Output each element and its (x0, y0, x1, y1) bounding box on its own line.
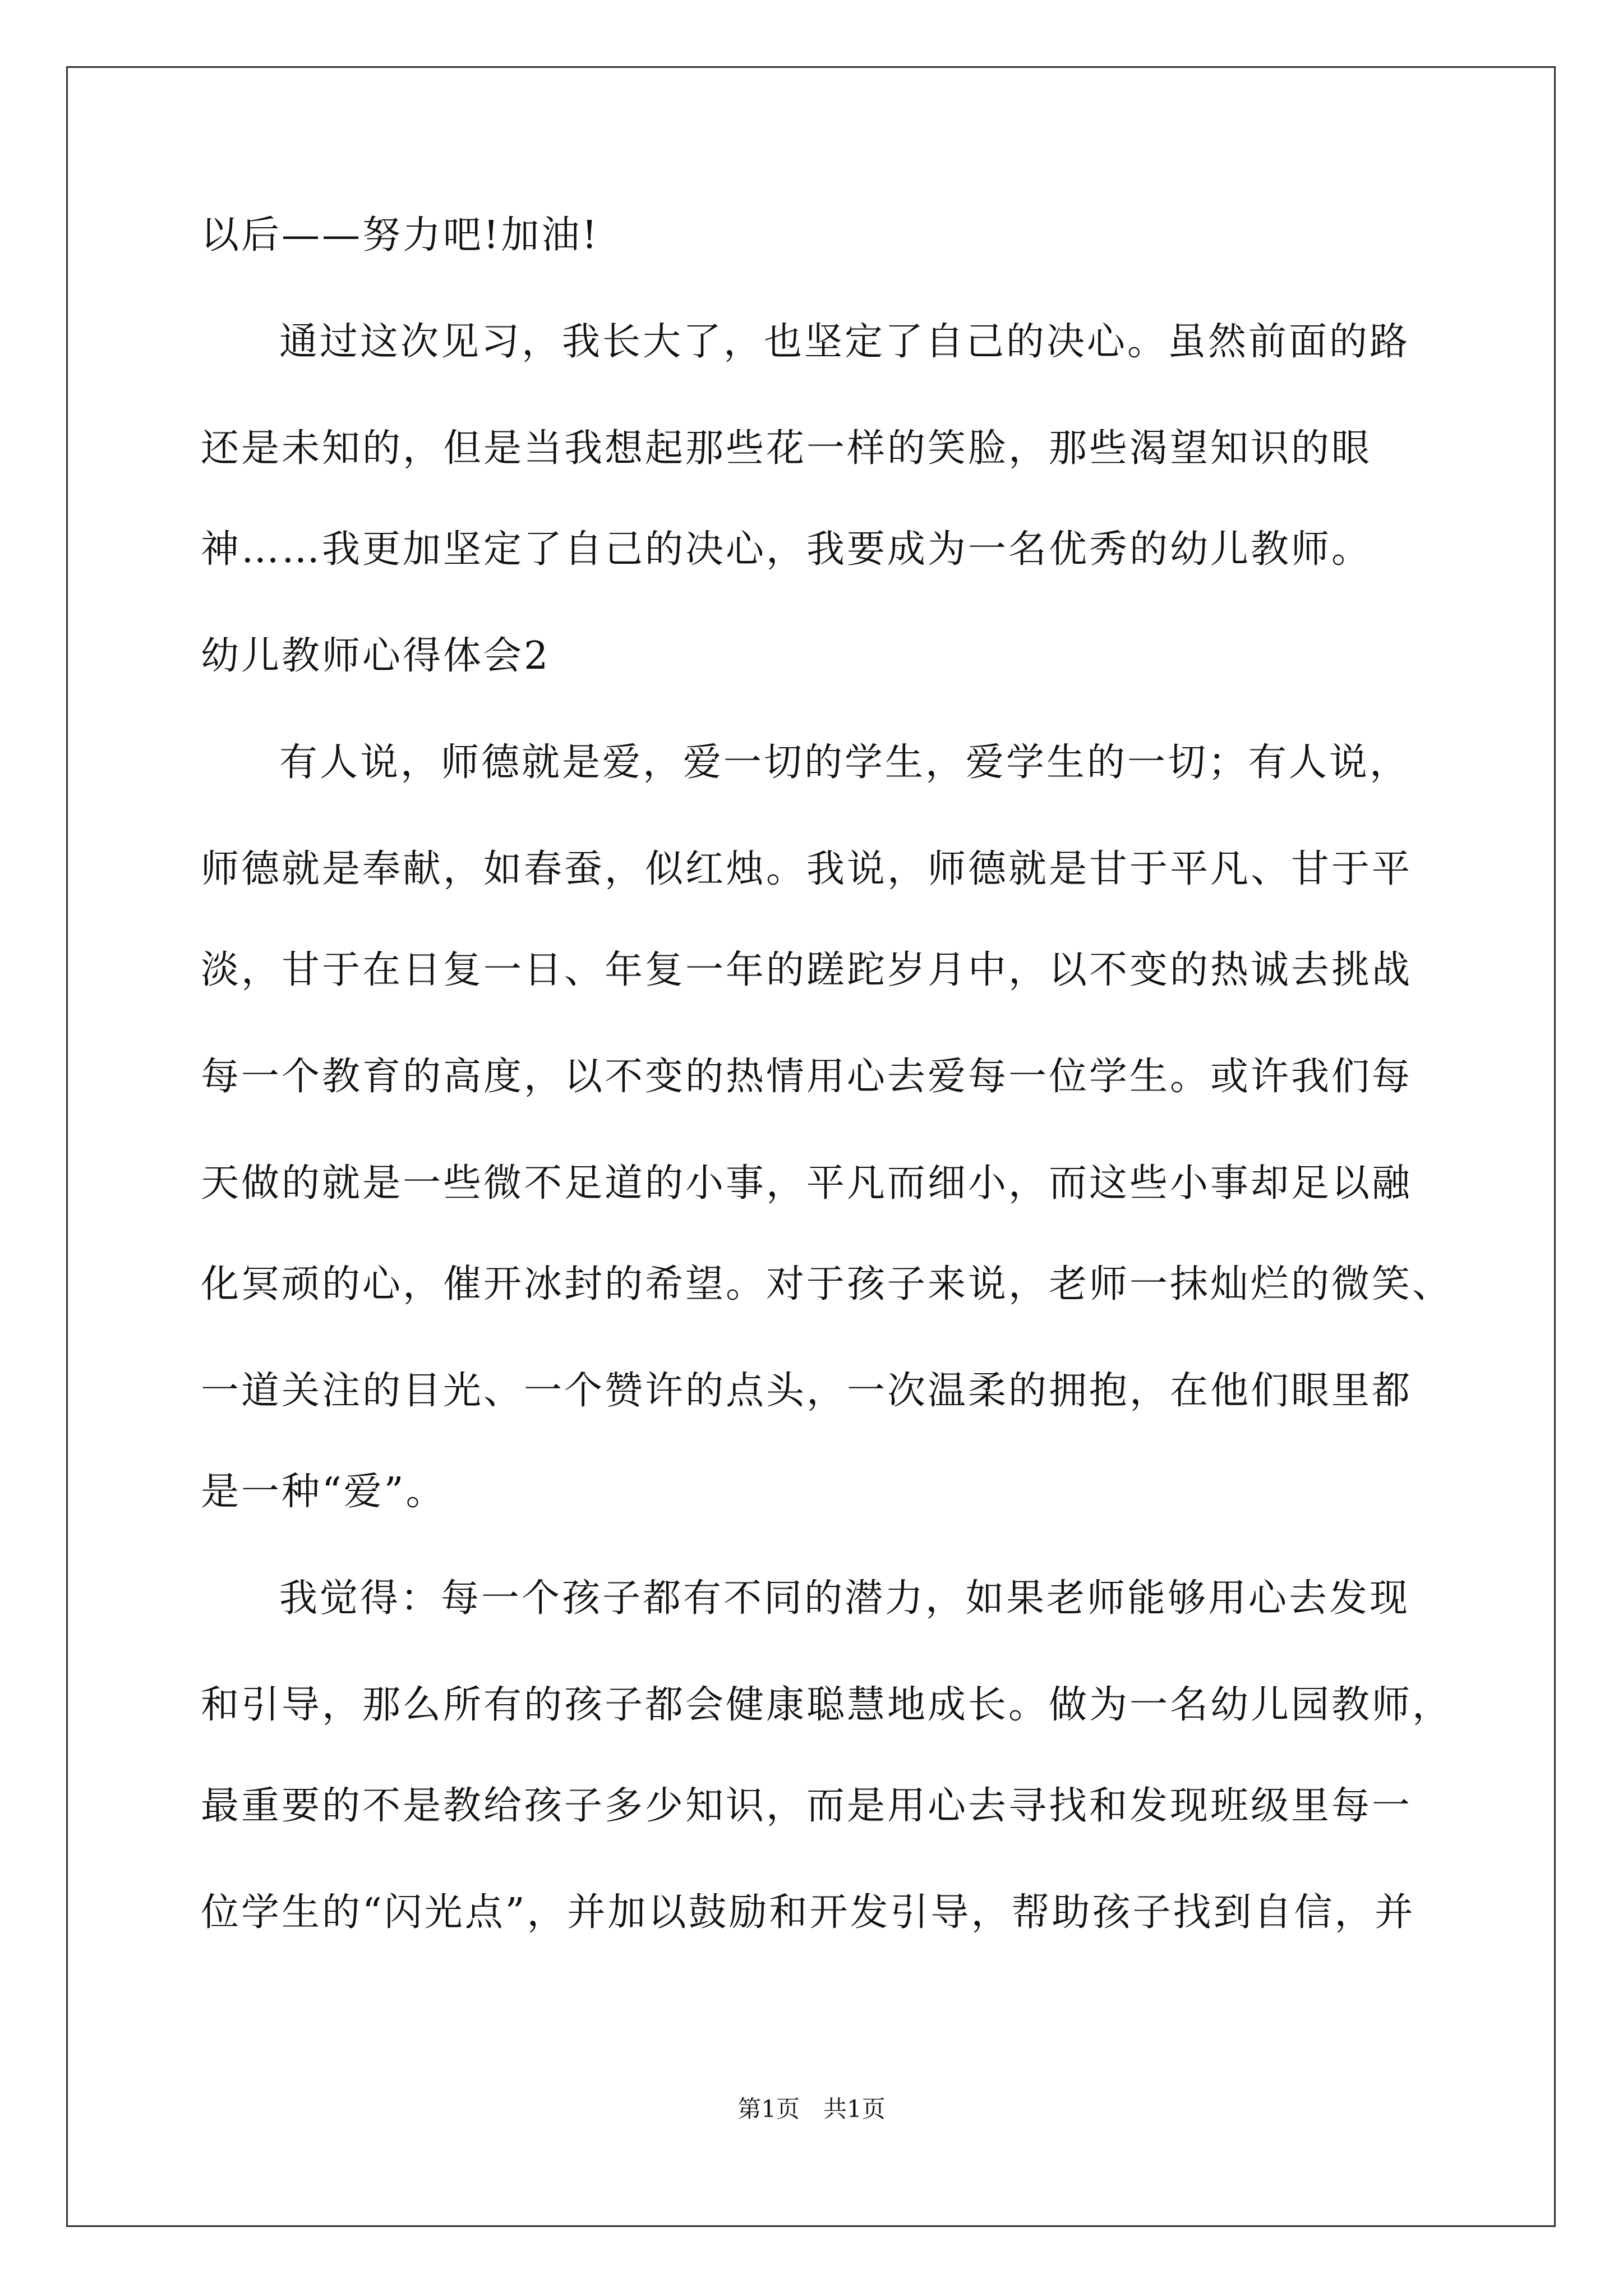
text-line: 每一个教育的高度，以不变的热情用心去爱每一位学生。或许我们每 (201, 1055, 1413, 1099)
section-heading: 幼儿教师心得体会2 (201, 634, 551, 678)
text-line: 师德就是奉献，如春蚕，似红烛。我说，师德就是甘于平凡、甘于平 (201, 847, 1413, 891)
text-line: 天做的就是一些微不足道的小事，平凡而细小，而这些小事却足以融 (201, 1161, 1413, 1205)
text-line: 以后——努力吧!加油! (201, 213, 600, 257)
text-line: 化冥顽的心，催开冰封的希望。对于孩子来说，老师一抹灿烂的微笑、 (201, 1262, 1453, 1306)
text-line: 通过这次见习，我长大了，也坚定了自己的决心。虽然前面的路 (279, 320, 1410, 364)
text-line: 神……我更加坚定了自己的决心，我要成为一名优秀的幼儿教师。 (201, 527, 1372, 572)
text-line: 有人说，师德就是爱，爱一切的学生，爱学生的一切；有人说， (279, 740, 1410, 785)
text-line: 最重要的不是教给孩子多少知识，而是用心去寻找和发现班级里每一 (201, 1784, 1413, 1828)
text-line: 是一种“爱”。 (201, 1470, 446, 1514)
text-line: 一道关注的目光、一个赞许的点头，一次温柔的拥抱，在他们眼里都 (201, 1369, 1413, 1413)
text-line: 淡，甘于在日复一日、年复一年的蹉跎岁月中，以不变的热诚去挑战 (201, 948, 1413, 992)
page-number-footer: 第1页 共1页 (737, 2095, 886, 2123)
text-line: 还是未知的，但是当我想起那些花一样的笑脸，那些渴望知识的眼 (201, 426, 1372, 471)
text-line: 我觉得：每一个孩子都有不同的潜力，如果老师能够用心去发现 (279, 1576, 1410, 1621)
text-line: 和引导，那么所有的孩子都会健康聪慧地成长。做为一名幼儿园教师， (201, 1683, 1453, 1727)
text-line: 位学生的“闪光点”，并加以鼓励和开发引导，帮助孩子找到自信，并 (201, 1890, 1415, 1935)
